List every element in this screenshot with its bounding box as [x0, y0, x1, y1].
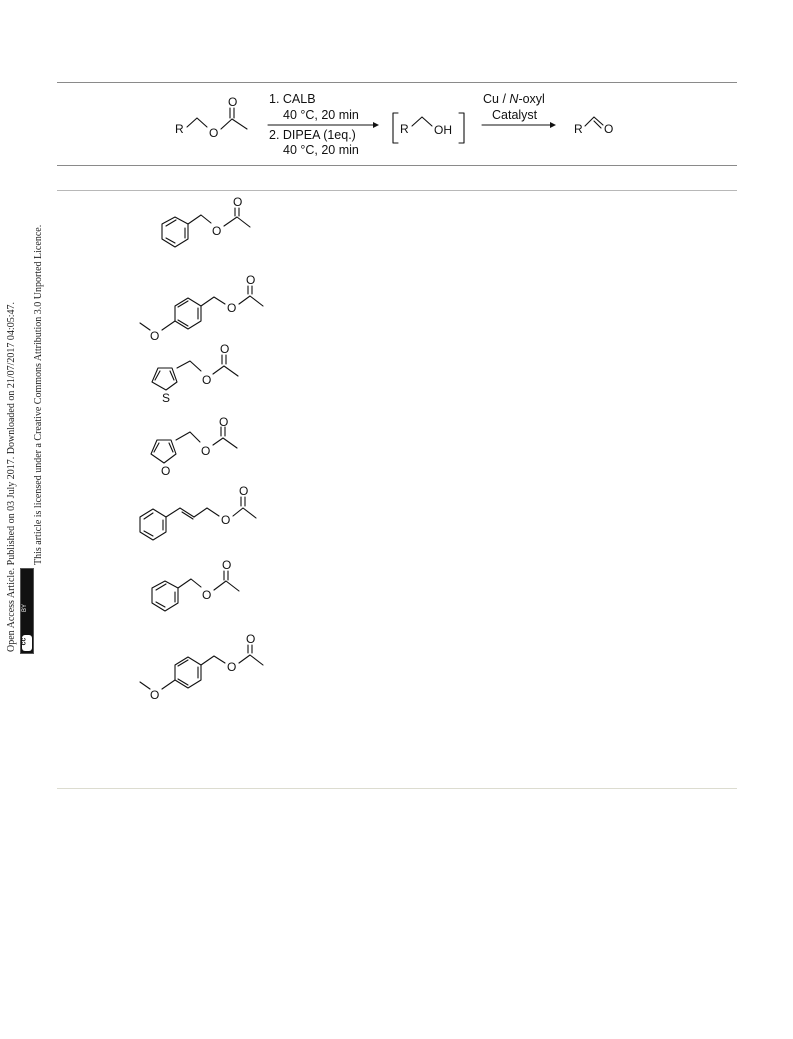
substrate-thiophene-acetate	[152, 342, 238, 405]
substrate-cinnamyl-acetate	[140, 484, 256, 540]
table-bottom-rule	[57, 788, 737, 789]
o-methoxy-2: O	[150, 329, 160, 343]
cc-by-badge[interactable]	[20, 568, 34, 654]
step1-label: 1. CALB	[269, 92, 316, 106]
substrate-benzyl-acetate-1	[162, 195, 250, 247]
catalyst-n-italic: N	[509, 92, 519, 106]
o-carbonyl-7: O	[246, 632, 256, 646]
step2-label: 2. DIPEA (1eq.)	[269, 128, 356, 142]
catalyst-line2: Catalyst	[492, 108, 538, 122]
catalyst-line1	[483, 92, 545, 106]
substrate-structures	[0, 190, 400, 730]
o-ester-5: O	[221, 513, 231, 527]
o-carbonyl-2: O	[246, 273, 256, 287]
o-furan-4: O	[161, 464, 171, 478]
substrate-methoxybenzyl-acetate-1	[140, 273, 263, 343]
step1-conditions: 40 °C, 20 min	[283, 108, 359, 122]
cc-text: cc	[20, 637, 28, 646]
o-carbonyl-5: O	[239, 484, 249, 498]
sidebar-line-published: Open Access Article. Published on 03 July 2017. Downloaded on 21/07/2017 04:05:47.	[6, 302, 17, 652]
o-carbonyl-1: O	[233, 195, 243, 209]
o-carbonyl-6: O	[222, 558, 232, 572]
o-label-ester: O	[209, 126, 219, 140]
oh-label: OH	[434, 123, 452, 137]
cc-icon	[22, 635, 32, 651]
o-methoxy-7: O	[150, 688, 160, 702]
substrate-furan-acetate	[151, 415, 237, 478]
substrate-methoxybenzyl-acetate-2	[140, 632, 263, 702]
o-ester-3: O	[202, 373, 212, 387]
step2-conditions: 40 °C, 20 min	[283, 143, 359, 157]
catalyst-oxyl: -oxyl	[518, 92, 545, 106]
r-label-aldehyde: R	[574, 122, 583, 136]
o-ester-4: O	[201, 444, 211, 458]
o-label-carbonyl: O	[228, 95, 238, 109]
catalyst-cu: Cu /	[483, 92, 510, 106]
o-ester-1: O	[212, 224, 222, 238]
r-label-start: R	[175, 122, 184, 136]
substrate-benzyl-acetate-2	[152, 558, 239, 611]
reaction-scheme	[0, 0, 793, 170]
o-carbonyl-4: O	[219, 415, 229, 429]
cc-by-text: BY	[22, 603, 29, 613]
o-carbonyl-3: O	[220, 342, 230, 356]
o-ester-6: O	[202, 588, 212, 602]
o-label-aldehyde: O	[604, 122, 614, 136]
r-label-alcohol: R	[400, 122, 409, 136]
o-ester-7: O	[227, 660, 237, 674]
s-label-3: S	[162, 391, 171, 405]
sidebar-line-license[interactable]: This article is licensed under a Creative Commons Attribution 3.0 Unported Licence.	[33, 224, 44, 565]
o-ester-2: O	[227, 301, 237, 315]
